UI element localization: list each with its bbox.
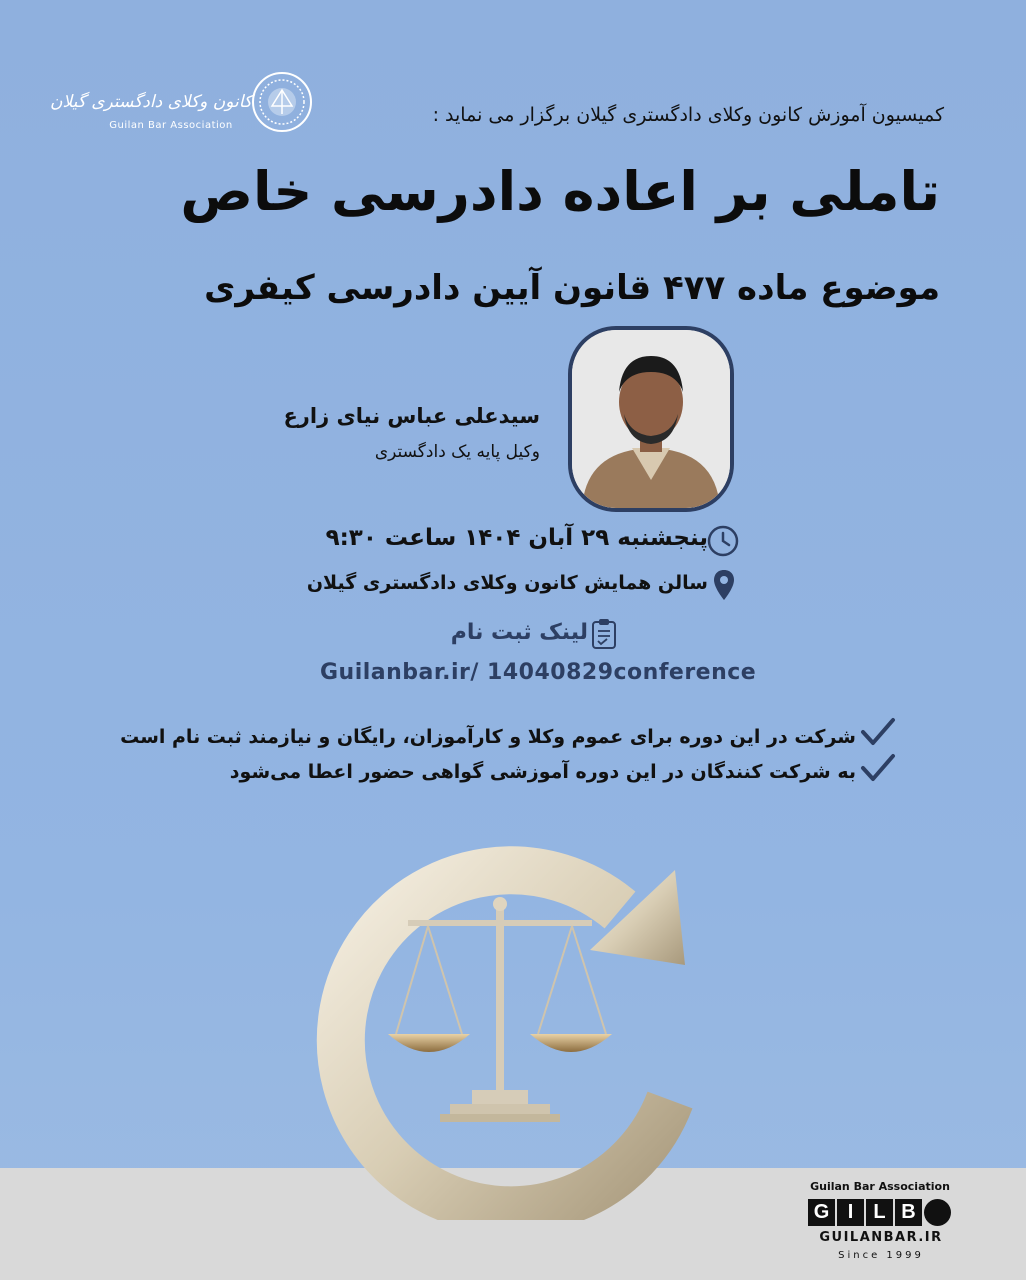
footer-since: Since 1999 [838,1250,924,1261]
footer-brand-english: Guilan Bar Association [810,1180,950,1193]
brand-seal-icon [924,1199,951,1226]
logo-script-text: کانون وکلای دادگستری گیلان [49,92,252,112]
clipboard-icon [590,618,618,650]
event-venue: سالن همایش کانون وکلای دادگستری گیلان [306,572,708,594]
footer-domain: GUILANBAR.IR [819,1230,943,1245]
event-datetime: پنجشنبه ۲۹ آبان ۱۴۰۴ ساعت ۹:۳۰ [325,525,708,551]
scales-of-justice-icon [290,800,710,1220]
speaker-photo [568,326,734,512]
speaker-avatar-icon [572,330,730,508]
location-pin-icon [712,568,736,602]
checkmark-icon [860,716,896,748]
checkmark-icon [860,752,896,784]
brand-letter: I [837,1199,864,1226]
event-title: تاملی بر اعاده دادرسی خاص [180,160,940,223]
organizer-line: کمیسیون آموزش کانون وکلای دادگستری گیلان برگزار می نماید : [432,104,944,126]
brand-letter: G [808,1199,835,1226]
note-certificate: به شرکت کنندگان در این دوره آموزشی گواهی حضور اعطا می‌شود [229,761,856,783]
footer-brand-gilb [808,1199,951,1226]
brand-letter: B [895,1199,922,1226]
note-free-registration: شرکت در این دوره برای عموم وکلا و کارآموزان، رایگان و نیازمند ثبت نام است [120,726,856,748]
registration-link[interactable]: Guilanbar.ir/ 14040829conference [320,660,757,685]
clock-icon [706,524,740,558]
bar-association-seal-icon [250,70,314,134]
logo-english-text: Guilan Bar Association [109,120,233,131]
registration-label: لینک ثبت نام [450,620,588,645]
speaker-name: سیدعلی عباس نیای زارع [283,404,540,428]
speaker-title: وکیل پایه یک دادگستری [374,442,540,462]
event-subtitle: موضوع ماده ۴۷۷ قانون آیین دادرسی کیفری [204,268,940,308]
brand-letter: L [866,1199,893,1226]
